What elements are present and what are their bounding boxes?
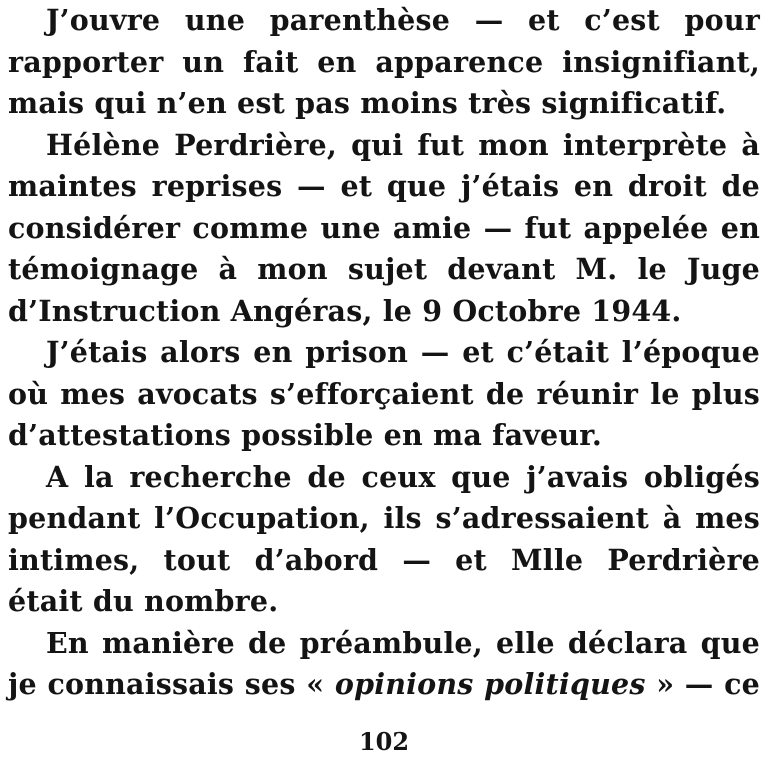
italic-quote: opinions politiques <box>334 667 646 701</box>
text-line: maintes reprises — et que j’étais en droit de <box>8 169 760 203</box>
text-line-with-italic <box>8 664 760 706</box>
text-line: A la recherche de ceux que j’avais obligés <box>46 459 760 494</box>
text-line: rapporter un fait en apparence insignifiant, <box>8 44 760 79</box>
text-line: d’Instruction Angéras, le 9 Octobre 1944. <box>8 293 682 328</box>
text-line: J’étais alors en prison — et c’était l’époque <box>46 335 760 369</box>
text-line: témoignage à mon sujet devant M. le Juge <box>8 252 760 286</box>
text-line: où mes avocats s’efforçaient de réunir le plus <box>8 376 760 411</box>
text-fragment: je connaissais ses « <box>8 667 335 701</box>
text-line: pendant l’Occupation, ils s’adressaient à mes <box>8 501 760 535</box>
text-line: J’ouvre une parenthèse — et c’est pour <box>46 3 760 37</box>
text-line: était du nombre. <box>8 584 279 618</box>
text-fragment: » — ce <box>645 667 761 701</box>
page-number: 102 <box>358 727 410 756</box>
text-line: Hélène Perdrière, qui fut mon interprète à <box>46 127 760 162</box>
page-text-block <box>8 0 760 706</box>
text-line: intimes, tout d’abord — et Mlle Perdrière <box>8 542 760 577</box>
text-line: considérer comme une amie — fut appelée en <box>8 210 760 245</box>
text-line: mais qui n’en est pas moins très significatif. <box>8 86 727 120</box>
text-line: d’attestations possible en ma faveur. <box>8 418 602 452</box>
text-line: En manière de préambule, elle déclara que <box>46 625 760 660</box>
